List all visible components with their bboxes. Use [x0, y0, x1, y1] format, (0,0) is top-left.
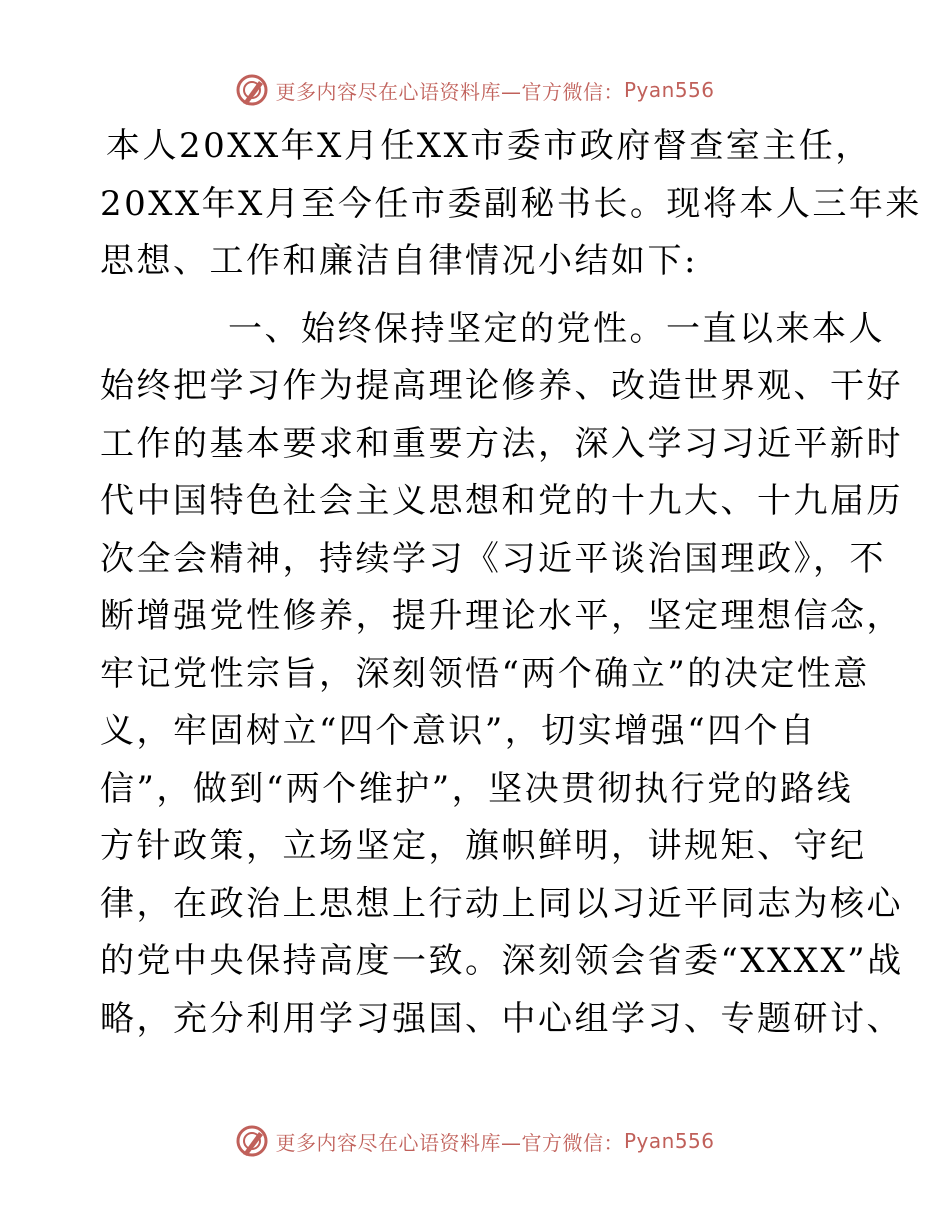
text-line: 20XX年X月至今任市委副秘书长。现将本人三年来	[100, 183, 922, 224]
watermark-handle: Pyan556	[623, 78, 715, 102]
text-line: 方针政策，立场坚定，旗帜鲜明，讲规矩、守纪	[100, 826, 867, 866]
paragraph-intro	[100, 118, 922, 291]
text-line: 的党中央保持高度一致。深刻领会省委“XXXX”战	[100, 941, 904, 981]
text-line: 略，充分利用学习强国、中心组学习、专题研讨、	[100, 998, 903, 1039]
header-watermark	[0, 68, 950, 112]
text-line: 一、始终保持坚定的党性。一直以来本人	[228, 308, 885, 349]
text-line: 思想、工作和廉洁自律情况小结如下:	[100, 241, 698, 281]
text-line: 义，牢固树立“四个意识”，切实增强“四个自	[100, 711, 817, 751]
text-line: 工作的基本要求和重要方法，深入学习习近平新时	[100, 423, 903, 464]
text-line: 律，在政治上思想上行动上同以习近平同志为核心	[100, 883, 903, 924]
text-line: 断增强党性修养，提升理论水平，坚定理想信念，	[100, 596, 903, 636]
watermark-text: 更多内容尽在心语资料库—官方微信：	[275, 1130, 624, 1155]
watermark-handle: Pyan556	[623, 1129, 715, 1153]
pen-circle-logo-icon	[235, 1124, 269, 1158]
text-line: 始终把学习作为提高理论修养、改造世界观、干好	[100, 366, 903, 406]
pen-circle-logo-icon	[235, 73, 269, 107]
footer-watermark	[0, 1119, 950, 1163]
paragraph-party-spirit	[100, 301, 904, 1049]
text-line: 信”，做到“两个维护”，坚决贯彻执行党的路线	[100, 768, 854, 809]
document-body	[100, 118, 922, 1048]
text-line: 本人20XX年X月任XX市委市政府督查室主任，	[106, 126, 872, 166]
text-line: 次全会精神，持续学习《习近平谈治国理政》，不	[100, 538, 886, 579]
watermark-text: 更多内容尽在心语资料库—官方微信：	[275, 79, 624, 104]
text-line: 牢记党性宗旨，深刻领悟“两个确立”的决定性意	[100, 653, 870, 694]
text-line: 代中国特色社会主义思想和党的十九大、十九届历	[100, 481, 903, 521]
